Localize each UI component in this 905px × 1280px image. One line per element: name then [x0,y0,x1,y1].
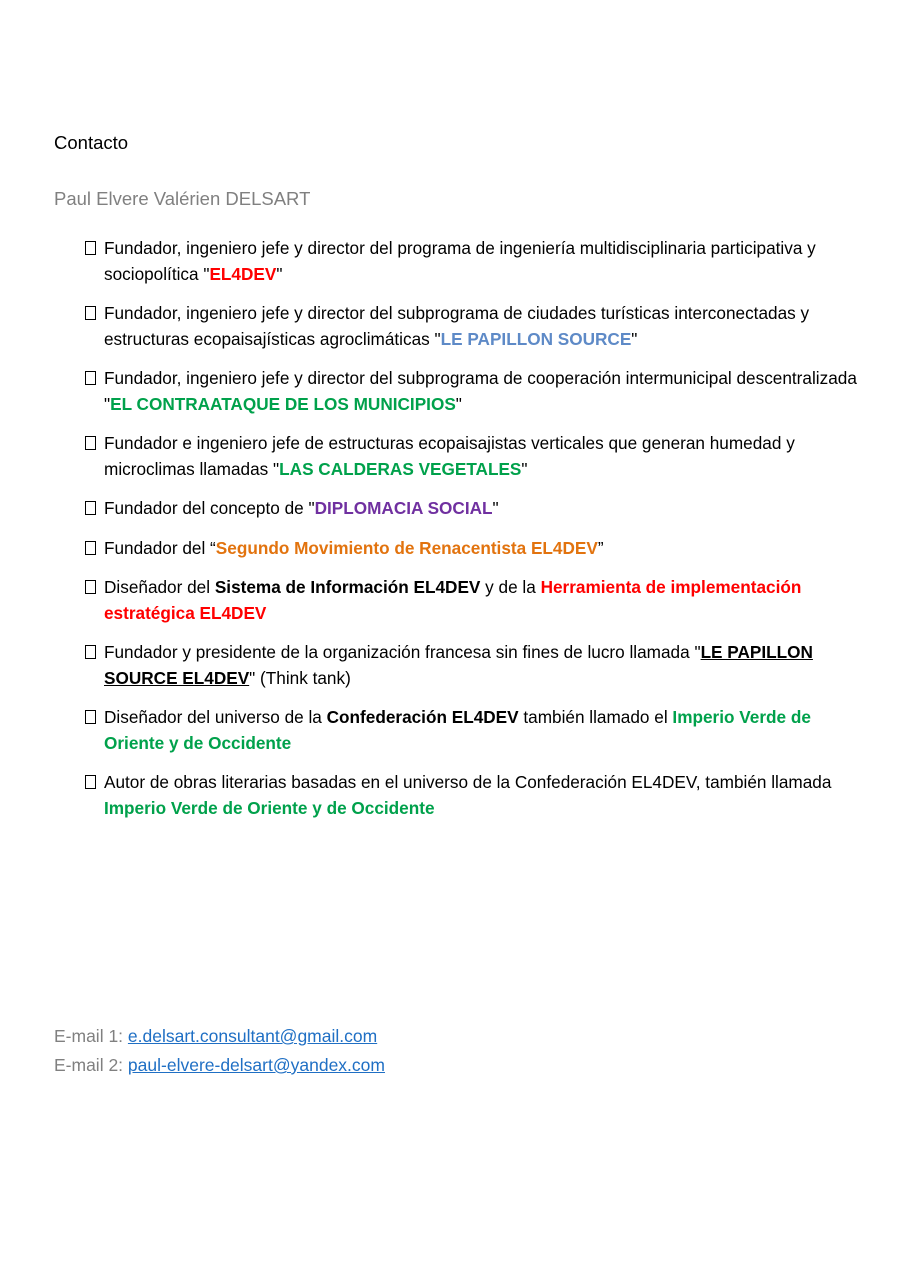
list-item-text: Sistema de Información EL4DEV [214,577,481,597]
list-item [0,301,905,352]
list-item-text: Fundador y presidente de la organización francesa sin fines de lucro llamada " [104,642,701,662]
list-item-text: Fundador e ingeniero jefe de estructuras ecopaisajistas verticales que generan humedad y microclimas llamadas " [104,433,795,479]
list-item [0,431,905,482]
list-item-text: EL4DEV [209,263,277,284]
list-item [0,366,905,417]
list-item-text: Confederación EL4DEV [326,707,519,727]
list-item [0,640,905,691]
hollow-square-bullet-icon [85,541,96,555]
list-item-text: Segundo Movimiento de Renacentista EL4DEV [215,537,598,558]
email-row [54,1022,385,1051]
contact-email-block [54,1022,385,1080]
hollow-square-bullet-icon [85,371,96,385]
credentials-list [0,236,905,821]
list-item-text: Fundador, ingeniero jefe y director del subprograma de cooperación intermunicipal descentralizada " [104,368,857,414]
list-item-text: y de la [480,577,541,597]
hollow-square-bullet-icon [85,241,96,255]
list-item [0,770,905,821]
email-label: E-mail 2: [54,1055,124,1075]
page-title: Contacto [54,132,129,153]
list-item [0,496,905,522]
list-item [0,705,905,756]
hollow-square-bullet-icon [85,501,96,515]
list-item-text: " [521,458,528,479]
list-item-text: Diseñador del universo de la [104,707,327,727]
list-item-text: " [455,393,462,414]
hollow-square-bullet-icon [85,775,96,789]
email-link[interactable]: e.delsart.consultant@gmail.com [127,1026,378,1046]
author-name: Paul Elvere Valérien DELSART [54,188,311,209]
hollow-square-bullet-icon [85,580,96,594]
list-item-text: Fundador del “ [104,537,216,558]
list-item [0,575,905,626]
hollow-square-bullet-icon [85,306,96,320]
list-item-text: " (Think tank) [249,667,351,688]
hollow-square-bullet-icon [85,645,96,659]
list-item-text: " [276,263,283,284]
hollow-square-bullet-icon [85,436,96,450]
list-item-text: Fundador, ingeniero jefe y director del subprograma de ciudades turísticas interconectadas y estructuras ecopaisajísticas agroclimáticas " [104,303,810,349]
list-item-text: LE PAPILLON SOURCE [440,328,632,349]
email-label: E-mail 1: [54,1026,124,1046]
list-item-text: LE PAPILLON SOURCE EL4DEV [104,642,813,688]
list-item-text: ” [597,537,604,558]
list-item-text: " [631,328,638,349]
list-item-text: Imperio Verde de Oriente y de Occidente [104,797,435,818]
list-item-text: LAS CALDERAS VEGETALES [279,458,522,479]
list-item [0,236,905,287]
list-item-text: Fundador del concepto de " [104,498,315,518]
list-item-text: Imperio Verde de Oriente y de Occidente [104,707,811,753]
email-link[interactable]: paul-elvere-delsart@yandex.com [127,1055,385,1075]
list-item-text: EL CONTRAATAQUE DE LOS MUNICIPIOS [110,393,456,414]
list-item-text: Autor de obras literarias basadas en el universo de la Confederación EL4DEV, también llamada [104,772,832,792]
list-item [0,536,905,562]
list-item-text: también llamado el [518,707,673,727]
list-item-text: Fundador, ingeniero jefe y director del programa de ingeniería multidisciplinaria participativa y sociopolítica " [104,238,816,284]
list-item-text: Herramienta de implementación estratégica EL4DEV [104,577,802,623]
email-row [54,1051,385,1080]
list-item-text: " [492,498,499,518]
list-item-text: Diseñador del [104,577,215,597]
hollow-square-bullet-icon [85,710,96,724]
list-item-text: DIPLOMACIA SOCIAL [314,498,493,518]
